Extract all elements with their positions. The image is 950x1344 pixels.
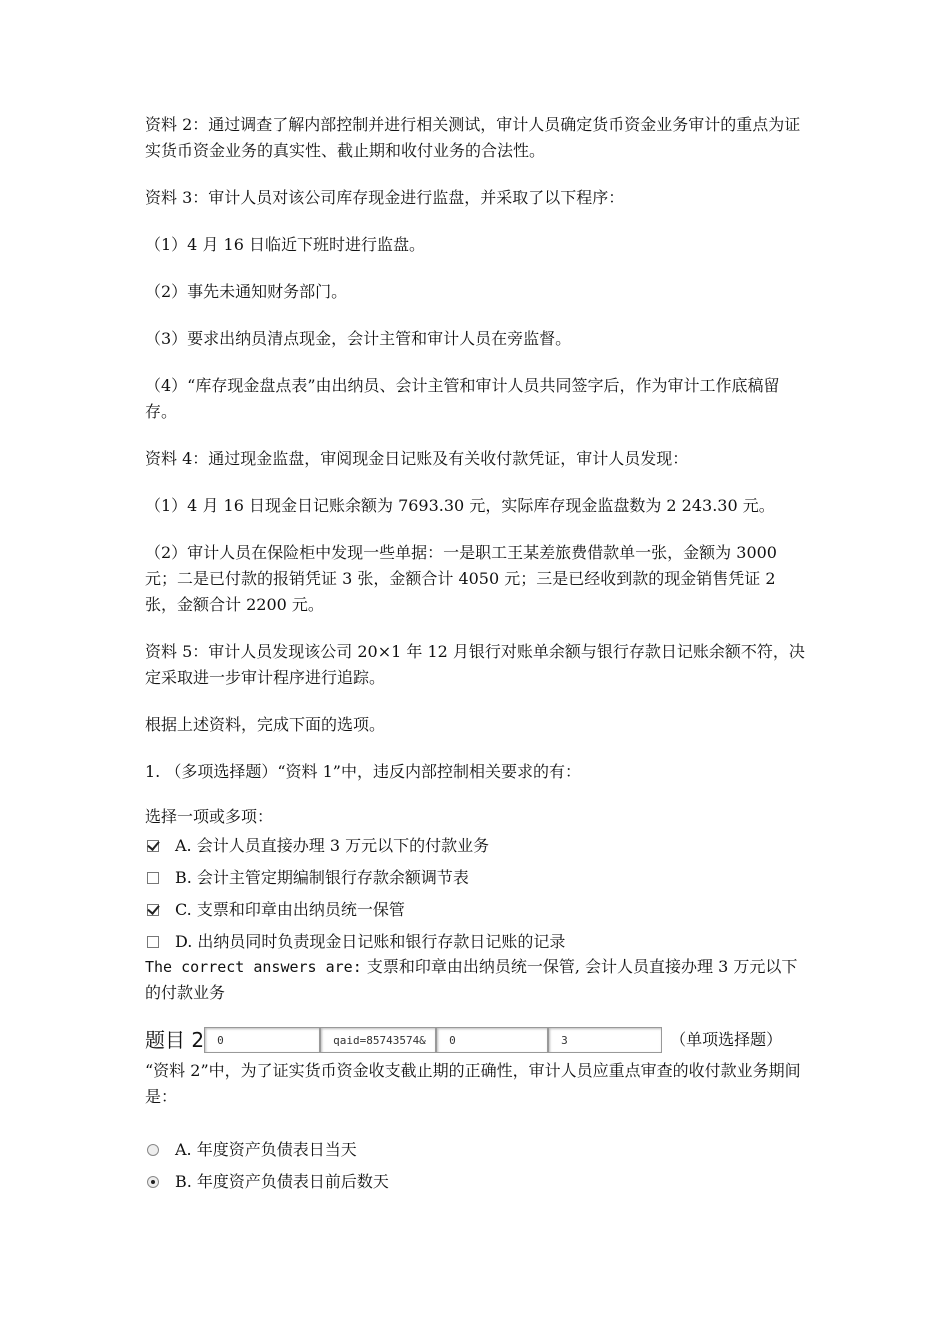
checkbox-unchecked-icon[interactable] bbox=[147, 936, 159, 948]
hidden-field-4[interactable]: 3 bbox=[548, 1027, 662, 1053]
radio-unselected-icon[interactable] bbox=[147, 1144, 159, 1156]
paragraph-material-3: 资料 3：审计人员对该公司库存现金进行监盘，并采取了以下程序： bbox=[145, 188, 625, 207]
option-label: A. 会计人员直接办理 3 万元以下的付款业务 bbox=[175, 836, 490, 855]
paragraph-material-2: 资料 2：通过调查了解内部控制并进行相关测试，审计人员确定货币资金业务审计的重点为证实货币资金业务的真实性、截止期和收付业务的合法性。 bbox=[145, 115, 801, 160]
checkbox-unchecked-icon[interactable] bbox=[147, 872, 159, 884]
paragraph-finding-1: （1）4 月 16 日现金日记账余额为 7693.30 元，实际库存现金监盘数为 2 243.30 元。 bbox=[145, 496, 775, 515]
question-2-header bbox=[145, 1024, 810, 1056]
paragraph-step-4: （4）“库存现金盘点表”由出纳员、会计主管和审计人员共同签字后，作为审计工作底稿留存。 bbox=[145, 376, 780, 421]
question-2-stem: “资料 2”中，为了证实货币资金收支截止期的正确性，审计人员应重点审查的收付款业务期间是： bbox=[145, 1061, 801, 1106]
hidden-field-qaid[interactable]: qaid=85743574& bbox=[320, 1027, 436, 1053]
paragraph-instruction: 根据上述资料，完成下面的选项。 bbox=[145, 715, 386, 734]
checkbox-checked-icon[interactable] bbox=[147, 840, 159, 852]
question-1-option-a[interactable] bbox=[145, 830, 810, 862]
hidden-field-1[interactable]: 0 bbox=[204, 1027, 320, 1053]
answer-text: 支票和印章由出纳员统一保管, 会计人员直接办理 3 万元以下的付款业务 bbox=[145, 957, 798, 1002]
option-label: D. 出纳员同时负责现金日记账和银行存款日记账的记录 bbox=[175, 932, 566, 951]
answer-prefix: The correct answers are: bbox=[145, 958, 362, 976]
question-1-option-b[interactable] bbox=[145, 862, 810, 894]
paragraph-material-5: 资料 5：审计人员发现该公司 20×1 年 12 月银行对账单余额与银行存款日记账余额不符，决定采取进一步审计程序进行追踪。 bbox=[145, 642, 805, 687]
question-1-stem: 1. （多项选择题）“资料 1”中，违反内部控制相关要求的有： bbox=[145, 762, 581, 781]
question-2-option-a[interactable] bbox=[145, 1134, 810, 1166]
question-1-option-c[interactable] bbox=[145, 894, 810, 926]
option-label: B. 年度资产负债表日前后数天 bbox=[175, 1172, 389, 1191]
radio-selected-icon[interactable] bbox=[147, 1176, 159, 1188]
paragraph-step-3: （3）要求出纳员清点现金，会计主管和审计人员在旁监督。 bbox=[145, 329, 572, 348]
question-1-instruction: 选择一项或多项： bbox=[145, 807, 274, 826]
paragraph-step-1: （1）4 月 16 日临近下班时进行监盘。 bbox=[145, 235, 425, 254]
option-label: A. 年度资产负债表日当天 bbox=[175, 1140, 357, 1159]
paragraph-step-2: （2）事先未通知财务部门。 bbox=[145, 282, 348, 301]
option-label: C. 支票和印章由出纳员统一保管 bbox=[175, 900, 405, 919]
question-2-title: 题目 2 bbox=[145, 1028, 205, 1052]
hidden-field-3[interactable]: 0 bbox=[436, 1027, 548, 1053]
checkbox-checked-icon[interactable] bbox=[147, 904, 159, 916]
paragraph-finding-2: （2）审计人员在保险柜中发现一些单据：一是职工王某差旅费借款单一张，金额为 3000 元；二是已付款的报销凭证 3 张，金额合计 4050 元；三是已经收到款的现金销售凭证 2 张，金额合计 2200 元。 bbox=[145, 543, 777, 614]
paragraph-material-4: 资料 4：通过现金监盘，审阅现金日记账及有关收付款凭证，审计人员发现： bbox=[145, 449, 689, 468]
question-2-type: （单项选择题） bbox=[670, 1030, 783, 1049]
question-2-option-b[interactable] bbox=[145, 1166, 810, 1198]
question-1-correct-answer bbox=[145, 954, 810, 1006]
document-body bbox=[145, 112, 810, 1198]
option-label: B. 会计主管定期编制银行存款余额调节表 bbox=[175, 868, 469, 887]
